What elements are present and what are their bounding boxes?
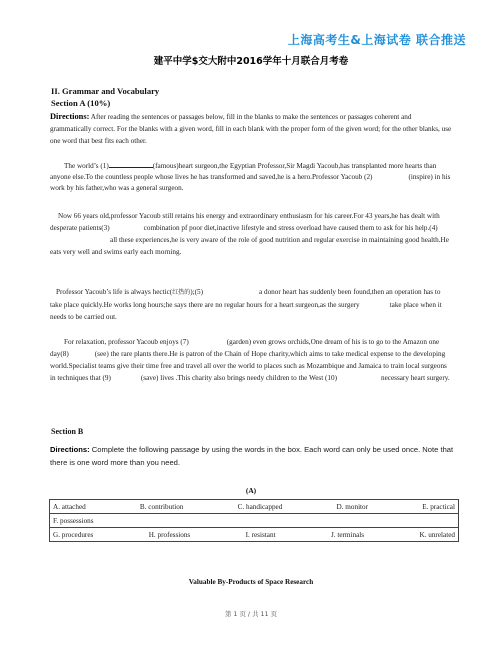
p4-text-b: (garden) even grows orchids,One dream of his is to go to the Amazon one day(8) — [50, 338, 440, 358]
p3-text-b: );(5) — [190, 288, 203, 296]
p2-text-b: combination pf poor diet,inactive lifestyle and stress overload have caused them to ask for his help.(4) — [143, 224, 438, 232]
p4-text-e: necessary heart surgery. — [380, 374, 450, 382]
blank-7[interactable] — [189, 337, 227, 344]
word-option: G. procedures — [53, 530, 94, 539]
word-option: I. resistant — [245, 530, 276, 539]
blank-9[interactable] — [111, 373, 141, 380]
blank-4[interactable] — [50, 235, 110, 242]
word-option: J. terminals — [330, 530, 365, 539]
word-box — [49, 499, 459, 542]
word-option: K. unrelated — [419, 530, 455, 539]
directions-text: After reading the sentences or passages below, fill in the blanks to make the sentences or passages coherent and grammatically correct. For the blanks with a given word, fill in each blank with the proper form of the given word; for the other blanks, use one word that best fits each other. — [50, 113, 452, 145]
section-b-directions — [50, 443, 454, 469]
directions-label: Directions: — [50, 112, 90, 121]
blank-3[interactable] — [110, 223, 144, 230]
word-box-row — [50, 514, 459, 528]
p3-text-a: Professor Yacoub’s life is always hectic( — [56, 288, 173, 296]
word-option: F. possessions — [53, 516, 94, 525]
section-a-directions — [50, 111, 454, 147]
blank-5[interactable] — [203, 287, 259, 294]
word-option: C. handicapped — [237, 502, 283, 511]
word-option: H. professions — [148, 530, 191, 539]
p2-text-a: Now 66 years old,professor Yacoub still retains his energy and extraordinary enthusiasm for his career.For 43 years,he has dealt with desperate patients(3) — [50, 212, 440, 232]
blank-2[interactable] — [372, 172, 408, 179]
p4-text-a: For relaxation, professor Yacoub enjoys (7) — [64, 338, 189, 346]
p4-text-c: (see) the rare plants there.He is patron of the Chain of Hope charity,which aims to take medical expense to the developing world.Specialist teams give their time free and travel all over the world to places such as Mozambique and Jamaica to train local surgeons in techniques that (9) — [50, 350, 447, 382]
p3-text-d: take place when it needs to be carried out. — [50, 301, 442, 321]
p1-text-a: The world’s (1) — [64, 162, 109, 170]
p1-text-b: (famous)heart surgeon,the Egyptian Professor,Sir Magdi Yacoub,has transplanted more hearts than anyone else.To the countless people whose lives he has transformed and saved,he is a hero.Professor Yacoub (2) — [50, 162, 437, 181]
brand-banner: 上海高考生&上海试卷 联合推送 — [287, 33, 466, 47]
word-option: A. attached — [53, 502, 86, 511]
section-a-heading: Section A (10%) — [51, 98, 111, 108]
section-main-heading: II. Grammar and Vocabulary — [51, 86, 160, 96]
blank-1[interactable] — [109, 160, 153, 168]
section-b-directions-text: Complete the following passage by using the words in the box. Each word can only be used once. Note that there is one word more than you need. — [50, 445, 454, 467]
word-box-row — [50, 500, 459, 514]
blank-6[interactable] — [360, 300, 390, 307]
word-option: E. practical — [422, 502, 455, 511]
word-option: B. contribution — [139, 502, 184, 511]
page-footer: 第 1 页 / 共 11 页 — [224, 610, 278, 618]
section-b-directions-label: Directions: — [50, 445, 90, 454]
blank-8[interactable] — [69, 349, 95, 356]
p2-text-c: all these experiences,he is very aware of the role of good nutrition and regular exercise in maintaining good health.He eats very well and swims early each morning. — [50, 236, 449, 256]
p3-text-c: a donor heart has suddenly been found,then an operation has to take place quickly.He works long hours;he says there are no regular hours for a heart surgeon,as the surgery — [50, 288, 441, 309]
word-option: D. monitor — [336, 502, 369, 511]
p4-text-d: (save) lives .This charity also brings needy children to the West (10) — [140, 374, 337, 382]
p3-gloss: 红热的 — [172, 289, 191, 296]
paragraph-4 — [50, 336, 454, 384]
paragraph-2 — [50, 210, 454, 258]
passage-group-label: (A) — [245, 486, 257, 495]
article-title: Valuable By-Products of Space Research — [188, 578, 314, 586]
paragraph-3 — [50, 286, 454, 323]
blank-10[interactable] — [337, 373, 381, 380]
word-box-row — [50, 528, 459, 542]
document-title: 建平中学$交大附中2016学年十月联合月考卷 — [153, 56, 349, 67]
p1-text-c: (inspire) in his work by his father,who was a general surgeon. — [50, 173, 451, 192]
section-b-heading: Section B — [51, 427, 84, 436]
paragraph-1 — [50, 160, 454, 194]
